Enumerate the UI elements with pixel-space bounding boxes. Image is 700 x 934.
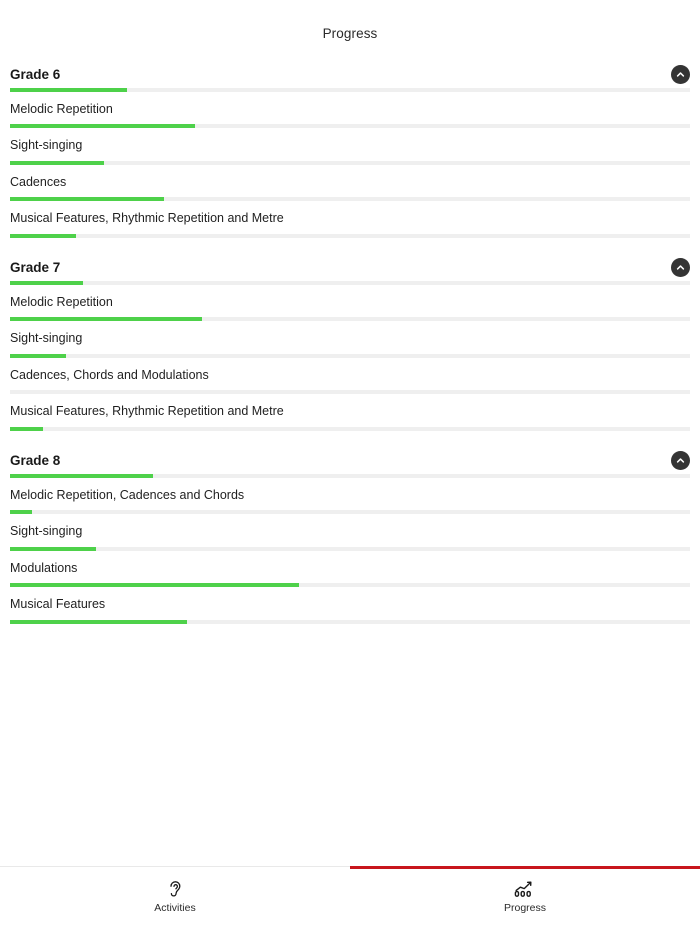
progress-track bbox=[10, 474, 690, 478]
progress-track bbox=[10, 317, 690, 321]
grade-progress-bar bbox=[10, 474, 690, 478]
topic-row[interactable] bbox=[10, 321, 690, 358]
topic-label: Musical Features, Rhythmic Repetition and Metre bbox=[10, 211, 284, 226]
topic-label: Musical Features bbox=[10, 597, 106, 612]
grade-section-grade-7 bbox=[10, 259, 690, 431]
nav-label-progress: Progress bbox=[503, 902, 546, 914]
topic-row[interactable] bbox=[10, 478, 690, 515]
topic-label: Musical Features, Rhythmic Repetition and Metre bbox=[10, 404, 284, 419]
progress-track bbox=[10, 354, 690, 358]
progress-track bbox=[10, 620, 690, 624]
progress-track bbox=[10, 583, 690, 587]
topic-row[interactable] bbox=[10, 128, 690, 165]
topic-row[interactable] bbox=[10, 358, 690, 395]
progress-fill bbox=[10, 124, 195, 128]
progress-fill bbox=[10, 620, 187, 624]
page-title: Progress bbox=[322, 25, 378, 41]
grade-section-grade-8 bbox=[10, 452, 690, 624]
nav-label-activities: Activities bbox=[154, 902, 196, 914]
progress-fill bbox=[10, 88, 127, 92]
progress-track bbox=[10, 88, 690, 92]
topic-label: Cadences bbox=[10, 174, 67, 189]
bar-chart-trend-icon bbox=[514, 879, 536, 899]
progress-fill bbox=[10, 583, 299, 587]
collapse-toggle-grade-6[interactable] bbox=[671, 65, 690, 84]
progress-track bbox=[10, 281, 690, 285]
topic-label: Cadences, Chords and Modulations bbox=[10, 367, 209, 382]
grade-title: Grade 8 bbox=[10, 453, 61, 468]
topic-row[interactable] bbox=[10, 201, 690, 238]
progress-fill bbox=[10, 317, 202, 321]
app-header bbox=[0, 0, 700, 66]
progress-fill bbox=[10, 354, 66, 358]
nav-item-activities[interactable] bbox=[0, 867, 350, 934]
topic-label: Sight-singing bbox=[10, 524, 83, 539]
progress-fill bbox=[10, 510, 32, 514]
topic-label: Sight-singing bbox=[10, 331, 83, 346]
collapse-toggle-grade-7[interactable] bbox=[671, 258, 690, 277]
topic-row[interactable] bbox=[10, 394, 690, 431]
progress-track bbox=[10, 547, 690, 551]
topic-row[interactable] bbox=[10, 514, 690, 551]
progress-fill bbox=[10, 197, 164, 201]
progress-fill bbox=[10, 234, 76, 238]
progress-track bbox=[10, 234, 690, 238]
grade-title: Grade 7 bbox=[10, 260, 61, 275]
topic-row[interactable] bbox=[10, 165, 690, 202]
grade-header-row bbox=[10, 452, 690, 474]
progress-track bbox=[10, 161, 690, 165]
grade-header-row bbox=[10, 259, 690, 281]
topic-label: Sight-singing bbox=[10, 138, 83, 153]
topic-label: Melodic Repetition bbox=[10, 101, 113, 116]
topic-label: Melodic Repetition bbox=[10, 294, 113, 309]
nav-item-progress[interactable] bbox=[350, 867, 700, 934]
chevron-up-icon bbox=[676, 70, 685, 79]
progress-fill bbox=[10, 161, 104, 165]
topic-label: Melodic Repetition, Cadences and Chords bbox=[10, 487, 245, 502]
bottom-navigation bbox=[0, 866, 700, 934]
progress-track bbox=[10, 124, 690, 128]
topic-row[interactable] bbox=[10, 285, 690, 322]
progress-track bbox=[10, 390, 690, 394]
progress-fill bbox=[10, 427, 43, 431]
progress-track bbox=[10, 510, 690, 514]
chevron-up-icon bbox=[676, 263, 685, 272]
progress-fill bbox=[10, 474, 153, 478]
ear-icon bbox=[167, 879, 184, 899]
topic-row[interactable] bbox=[10, 551, 690, 588]
progress-track bbox=[10, 197, 690, 201]
grade-header-row bbox=[10, 66, 690, 88]
grade-progress-bar bbox=[10, 281, 690, 285]
topic-row[interactable] bbox=[10, 92, 690, 129]
grade-title: Grade 6 bbox=[10, 67, 61, 82]
topic-label: Modulations bbox=[10, 560, 78, 575]
progress-fill bbox=[10, 281, 83, 285]
progress-list bbox=[0, 66, 700, 624]
grade-section-grade-6 bbox=[10, 66, 690, 238]
grade-progress-bar bbox=[10, 88, 690, 92]
collapse-toggle-grade-8[interactable] bbox=[671, 451, 690, 470]
active-tab-indicator bbox=[350, 866, 700, 869]
topic-row[interactable] bbox=[10, 587, 690, 624]
progress-fill bbox=[10, 547, 96, 551]
progress-track bbox=[10, 427, 690, 431]
chevron-up-icon bbox=[676, 456, 685, 465]
